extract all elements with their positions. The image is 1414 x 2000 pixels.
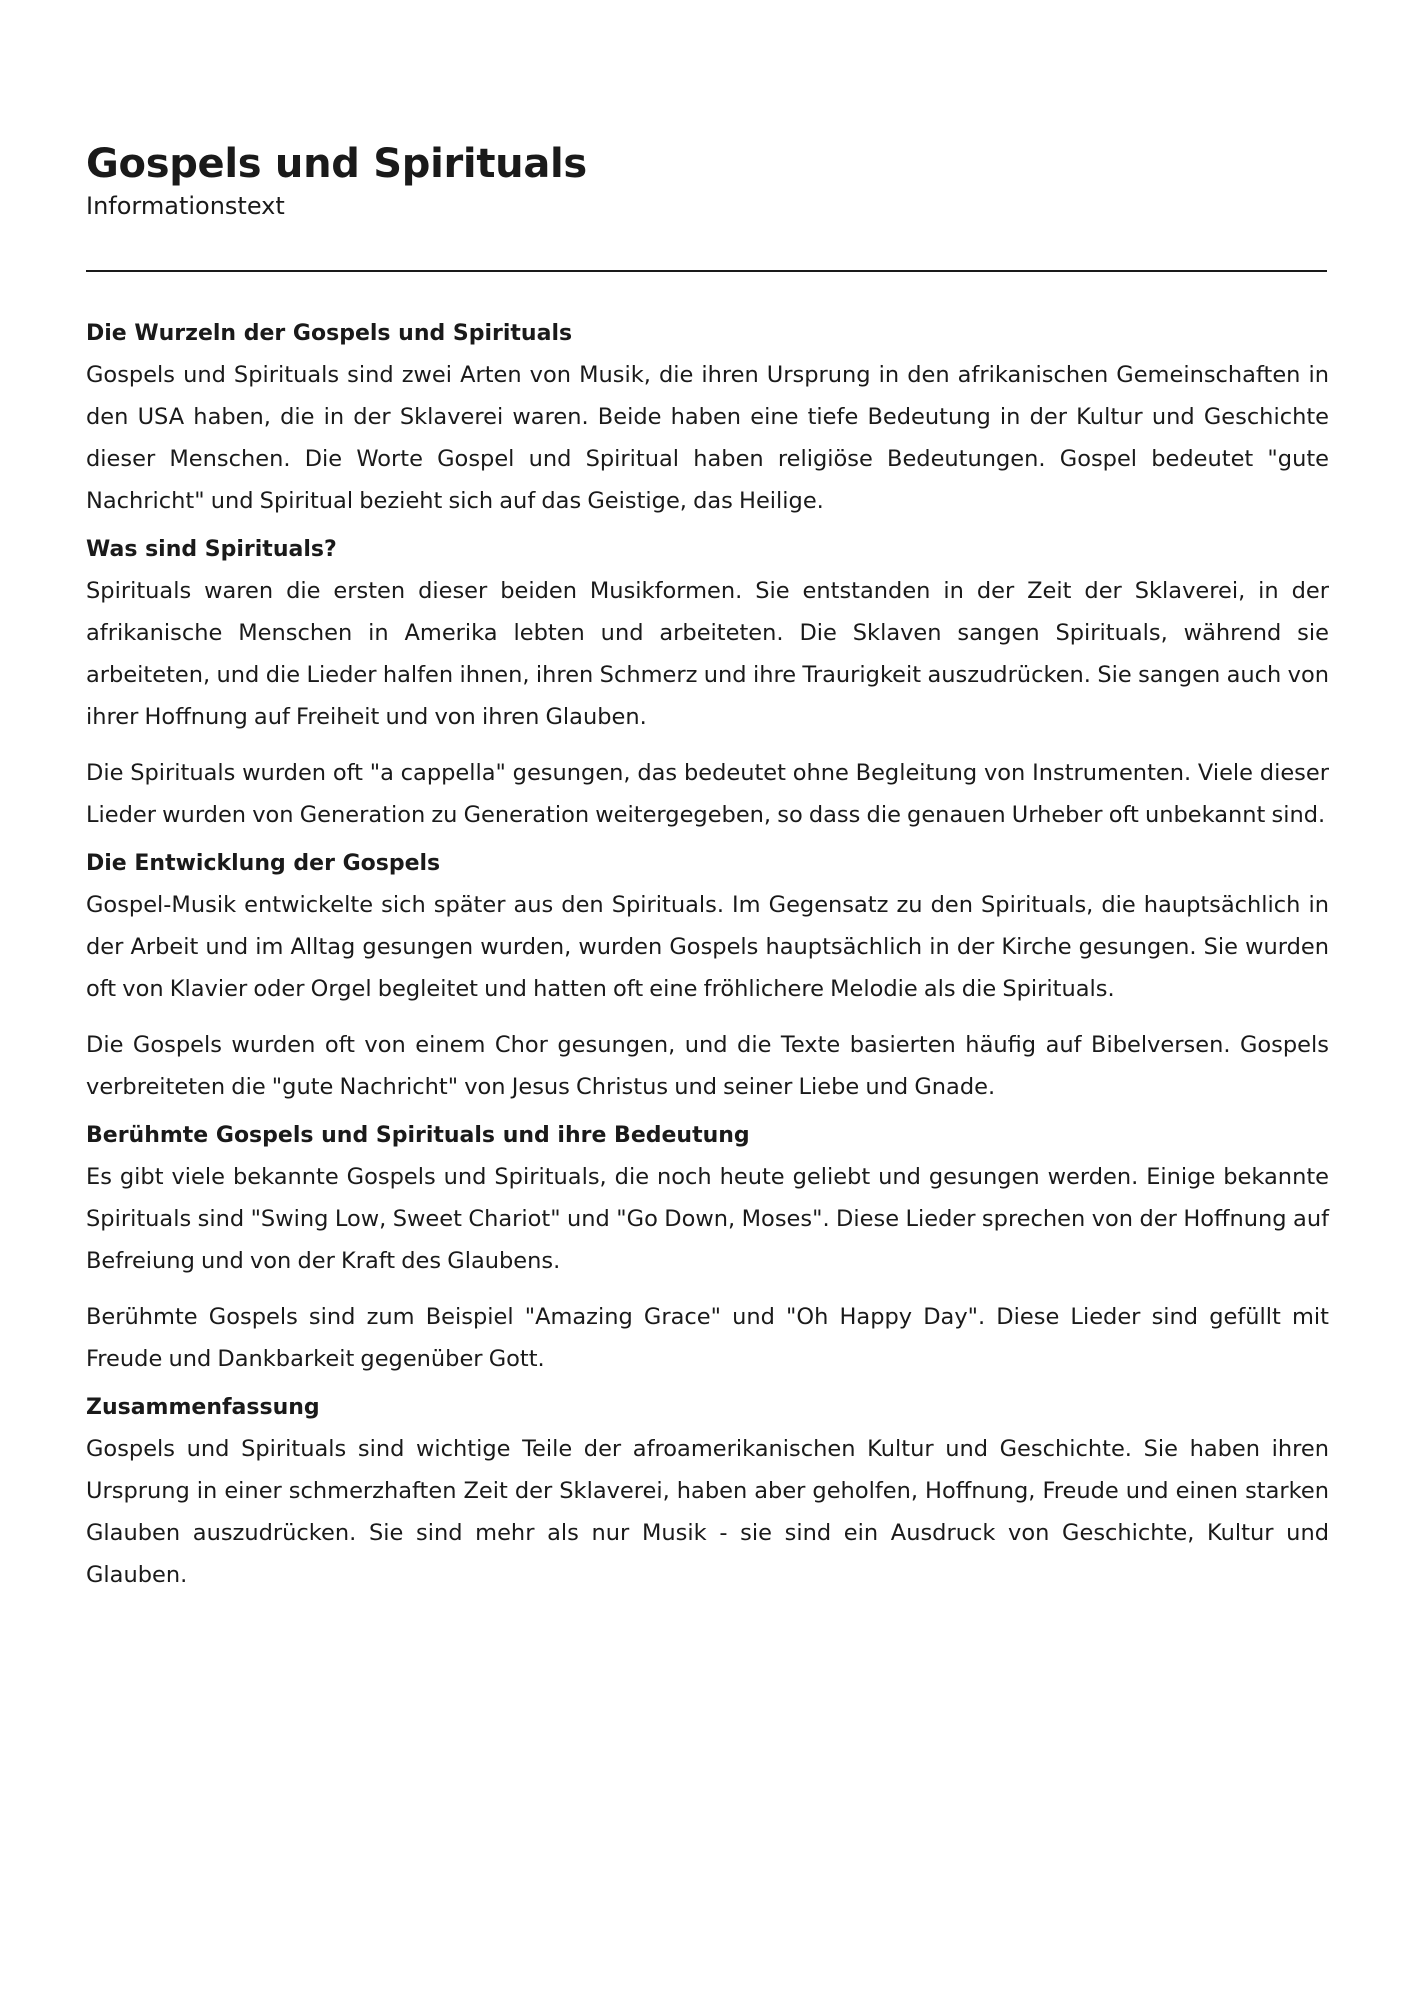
page-subtitle: Informationstext [86, 192, 285, 220]
paragraph: Die Spirituals wurden oft "a cappella" gesungen, das bedeutet ohne Begleitung von Instrumenten. Viele dieser Lieder wurden von Generation zu Generation weitergegeben, so dass die genauen Urheber oft unbekannt sind. [86, 760, 1329, 828]
page-title: Gospels und Spirituals [86, 141, 587, 187]
section-heading: Zusammenfassung [86, 1395, 320, 1420]
section-roots [86, 314, 1329, 522]
paragraph: Die Gospels wurden oft von einem Chor gesungen, und die Texte basierten häufig auf Bibelversen. Gospels verbreiteten die "gute Nachricht" von Jesus Christus und seiner Liebe und Gnade. [86, 1032, 1329, 1100]
section-spirituals [86, 530, 1329, 836]
paragraph: Berühmte Gospels sind zum Beispiel "Amazing Grace" und "Oh Happy Day". Diese Lieder sind gefüllt mit Freude und Dankbarkeit gegenüber Gott. [86, 1304, 1329, 1372]
document-body [86, 314, 1329, 1596]
header-divider [86, 270, 1327, 272]
section-heading: Berühmte Gospels und Spirituals und ihre Bedeutung [86, 1123, 750, 1148]
section-famous-songs [86, 1116, 1329, 1380]
section-summary [86, 1388, 1329, 1596]
section-gospel-development [86, 844, 1329, 1108]
section-heading: Die Wurzeln der Gospels und Spirituals [86, 321, 573, 346]
section-heading: Was sind Spirituals? [86, 537, 337, 562]
paragraph: Gospel-Musik entwickelte sich später aus den Spirituals. Im Gegensatz zu den Spirituals, die hauptsächlich in der Arbeit und im Alltag gesungen wurden, wurden Gospels hauptsächlich in der Kirche gesungen. Sie wurden oft von Klavier oder Orgel begleitet und hatten oft eine fröhlichere Melodie als die Spirituals. [86, 892, 1329, 1002]
paragraph: Gospels und Spirituals sind zwei Arten von Musik, die ihren Ursprung in den afrikanischen Gemeinschaften in den USA haben, die in der Sklaverei waren. Beide haben eine tiefe Bedeutung in der Kultur und Geschichte dieser Menschen. Die Worte Gospel und Spiritual haben religiöse Bedeutungen. Gospel bedeutet "gute Nachricht" und Spiritual bezieht sich auf das Geistige, das Heilige. [86, 362, 1329, 514]
paragraph: Es gibt viele bekannte Gospels und Spirituals, die noch heute geliebt und gesungen werden. Einige bekannte Spirituals sind "Swing Low, Sweet Chariot" und "Go Down, Moses". Diese Lieder sprechen von der Hoffnung auf Befreiung und von der Kraft des Glaubens. [86, 1164, 1329, 1274]
section-heading: Die Entwicklung der Gospels [86, 851, 441, 876]
paragraph: Gospels und Spirituals sind wichtige Teile der afroamerikanischen Kultur und Geschichte. Sie haben ihren Ursprung in einer schmerzhaften Zeit der Sklaverei, haben aber geholfen, Hoffnung, Freude und einen starken Glauben auszudrücken. Sie sind mehr als nur Musik - sie sind ein Ausdruck von Geschichte, Kultur und Glauben. [86, 1436, 1329, 1588]
paragraph: Spirituals waren die ersten dieser beiden Musikformen. Sie entstanden in der Zeit der Sklaverei, in der afrikanische Menschen in Amerika lebten und arbeiteten. Die Sklaven sangen Spirituals, während sie arbeiteten, und die Lieder halfen ihnen, ihren Schmerz und ihre Traurigkeit auszudrücken. Sie sangen auch von ihrer Hoffnung auf Freiheit und von ihren Glauben. [86, 578, 1329, 730]
